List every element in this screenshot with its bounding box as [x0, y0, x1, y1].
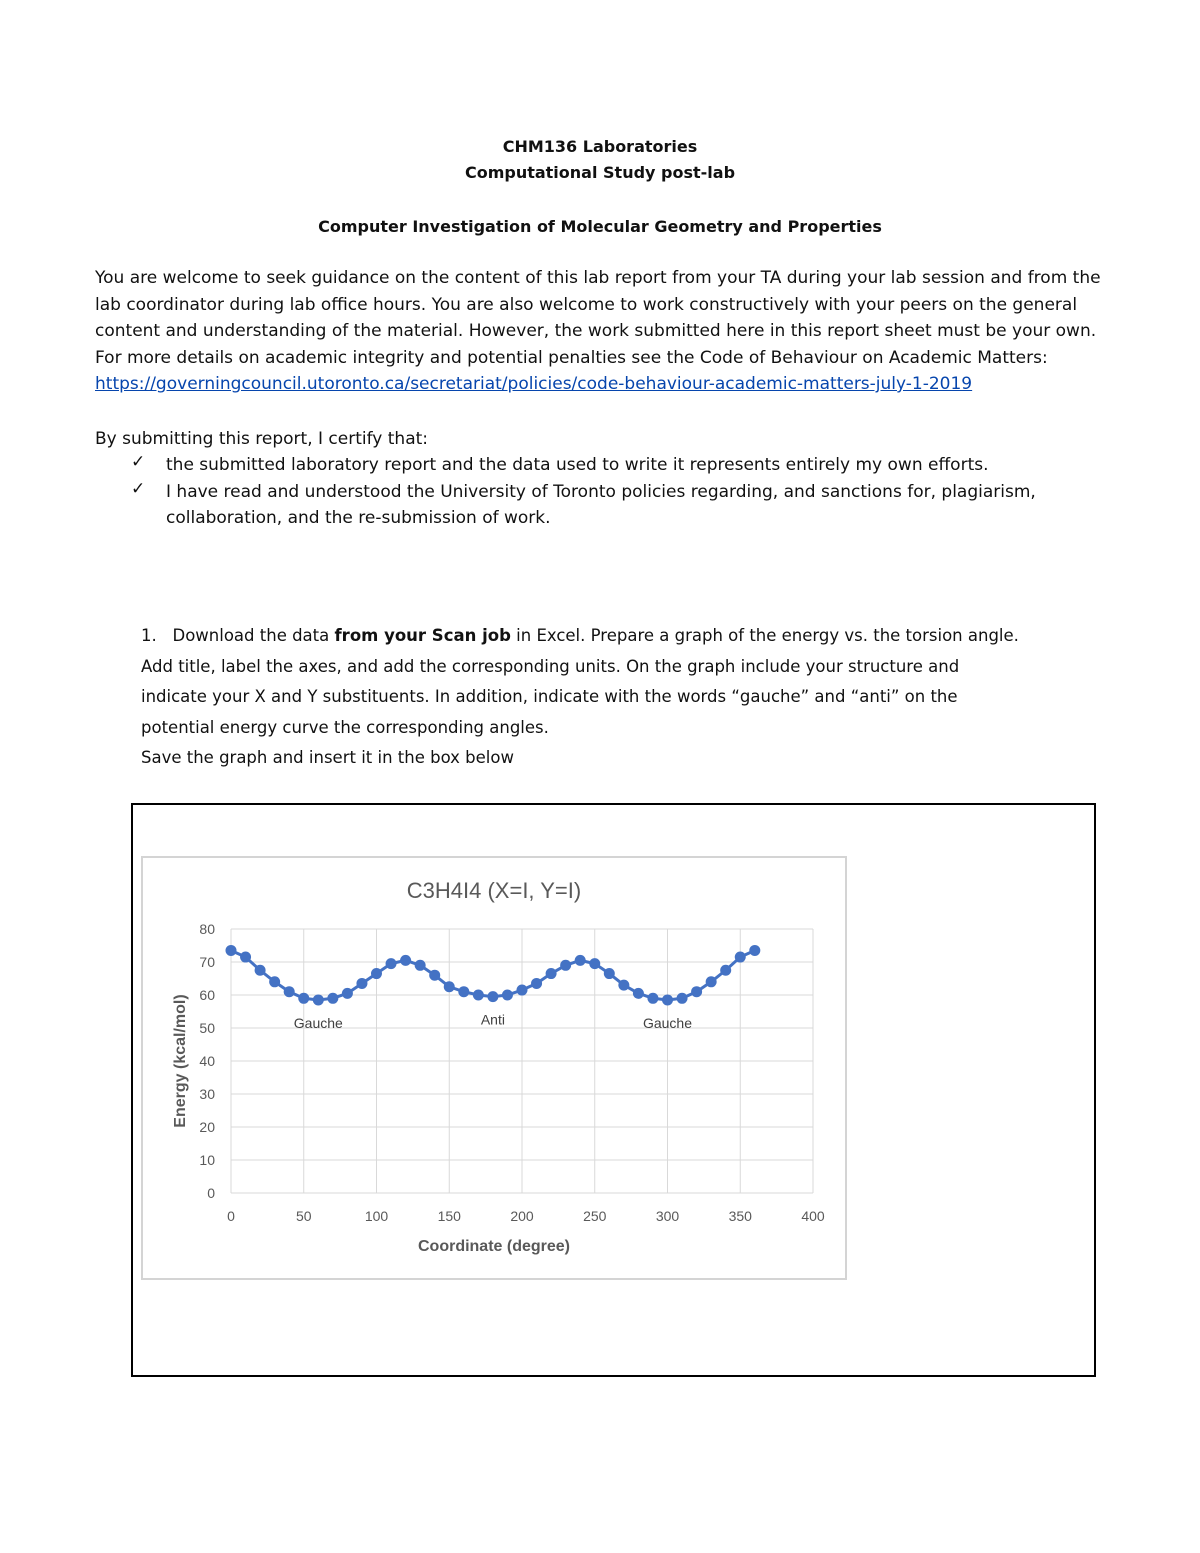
data-point [735, 952, 746, 963]
data-point [618, 980, 629, 991]
question-line: Save the graph and insert it in the box below [141, 748, 514, 767]
annotation-label: Anti [480, 1011, 505, 1028]
data-point [226, 945, 237, 956]
question-text: Download the data [172, 626, 335, 645]
data-point [502, 990, 513, 1001]
x-tick-label: 150 [437, 1208, 461, 1224]
y-tick-label: 60 [199, 987, 215, 1003]
energy-chart [143, 858, 845, 1278]
y-tick-label: 10 [199, 1152, 215, 1168]
intro-paragraph [95, 265, 1125, 398]
y-tick-label: 70 [199, 954, 215, 970]
data-point [473, 990, 484, 1001]
data-point [706, 976, 717, 987]
checkmark-icon: ✓ [131, 452, 146, 472]
lab-subtitle: Computational Study post-lab [464, 163, 736, 182]
x-axis-label: Coordinate (degree) [417, 1238, 571, 1255]
data-point [749, 945, 760, 956]
x-tick-label: 250 [583, 1208, 607, 1224]
data-point [444, 981, 455, 992]
data-point [720, 965, 731, 976]
data-point [531, 978, 542, 989]
data-point [662, 994, 673, 1005]
question-1 [141, 621, 1101, 774]
question-line: Add title, label the axes, and add the corresponding units. On the graph include your structure and [141, 656, 960, 676]
data-point [386, 958, 397, 969]
data-point [633, 988, 644, 999]
x-tick-label: 0 [227, 1208, 235, 1224]
annotation-label: Gauche [642, 1015, 693, 1031]
question-line: potential energy curve the corresponding angles. [141, 717, 549, 737]
checkmark-icon: ✓ [131, 479, 146, 499]
y-axis-label: Energy (kcal/mol) [172, 994, 189, 1128]
data-point [647, 993, 658, 1004]
policy-link[interactable]: https://governingcouncil.utoronto.ca/secretariat/policies/code-behaviour-academic-matters-july-1-2019 [95, 374, 973, 394]
data-point [589, 958, 600, 969]
data-point [415, 960, 426, 971]
certify-item-text: I have read and understood the University of Toronto policies regarding, and sanctions for, plagiarism, collaboration, and the re-submission of work. [166, 482, 1036, 528]
data-point [487, 991, 498, 1002]
page-title: Computer Investigation of Molecular Geometry and Properties [318, 217, 882, 236]
data-point [560, 960, 571, 971]
data-point [458, 986, 469, 997]
certify-lead: By submitting this report, I certify that: [95, 429, 429, 449]
lab-course-title: CHM136 Laboratories [502, 137, 698, 156]
data-point [677, 993, 688, 1004]
x-tick-label: 100 [364, 1208, 389, 1224]
data-point [429, 970, 440, 981]
data-point [604, 968, 615, 979]
data-point [575, 955, 586, 966]
data-point [298, 993, 309, 1004]
y-tick-label: 40 [199, 1053, 215, 1069]
data-point [691, 986, 702, 997]
y-tick-label: 30 [199, 1086, 215, 1102]
data-point [255, 965, 266, 976]
x-tick-label: 350 [728, 1208, 752, 1224]
chart-frame [141, 856, 847, 1280]
question-line: indicate your X and Y substituents. In addition, indicate with the words “gauche” and “anti” on the [141, 687, 958, 706]
question-emphasis: from your Scan job [334, 626, 511, 645]
list-item [131, 479, 1121, 533]
certify-list [131, 452, 1121, 533]
data-point [313, 994, 324, 1005]
chart-title: C3H4I4 (X=I, Y=I) [406, 878, 582, 903]
certify-item-text: the submitted laboratory report and the data used to write it represents entirely my own efforts. [166, 455, 989, 475]
list-item [131, 452, 1121, 479]
x-tick-label: 50 [295, 1208, 312, 1224]
data-point [284, 986, 295, 997]
data-point [517, 985, 528, 996]
data-point [371, 968, 382, 979]
data-point [400, 955, 411, 966]
data-point [269, 976, 280, 987]
x-tick-label: 400 [801, 1208, 825, 1224]
x-tick-label: 200 [510, 1208, 534, 1224]
data-point [327, 993, 338, 1004]
question-text: in Excel. Prepare a graph of the energy vs. the torsion angle. [510, 626, 1019, 645]
y-tick-label: 0 [207, 1185, 215, 1201]
data-point [342, 988, 353, 999]
y-tick-label: 50 [199, 1020, 215, 1036]
y-tick-label: 80 [199, 921, 215, 937]
x-tick-label: 300 [655, 1208, 680, 1224]
annotation-label: Gauche [293, 1015, 343, 1031]
data-point [546, 968, 557, 979]
y-tick-label: 20 [199, 1119, 215, 1135]
data-point [240, 952, 251, 963]
question-line [141, 621, 1101, 652]
intro-text: You are welcome to seek guidance on the content of this lab report from your TA during your lab session and from the lab coordinator during lab office hours. You are also welcome to work constructively with your peers on the general content and understanding of the material. However, the work submitted here in this report sheet must be your own. For more details on academic integrity and potential penalties see the Code of Behaviour on Academic Matters: [95, 268, 1101, 368]
question-number: 1. [141, 626, 157, 645]
data-point [356, 978, 367, 989]
